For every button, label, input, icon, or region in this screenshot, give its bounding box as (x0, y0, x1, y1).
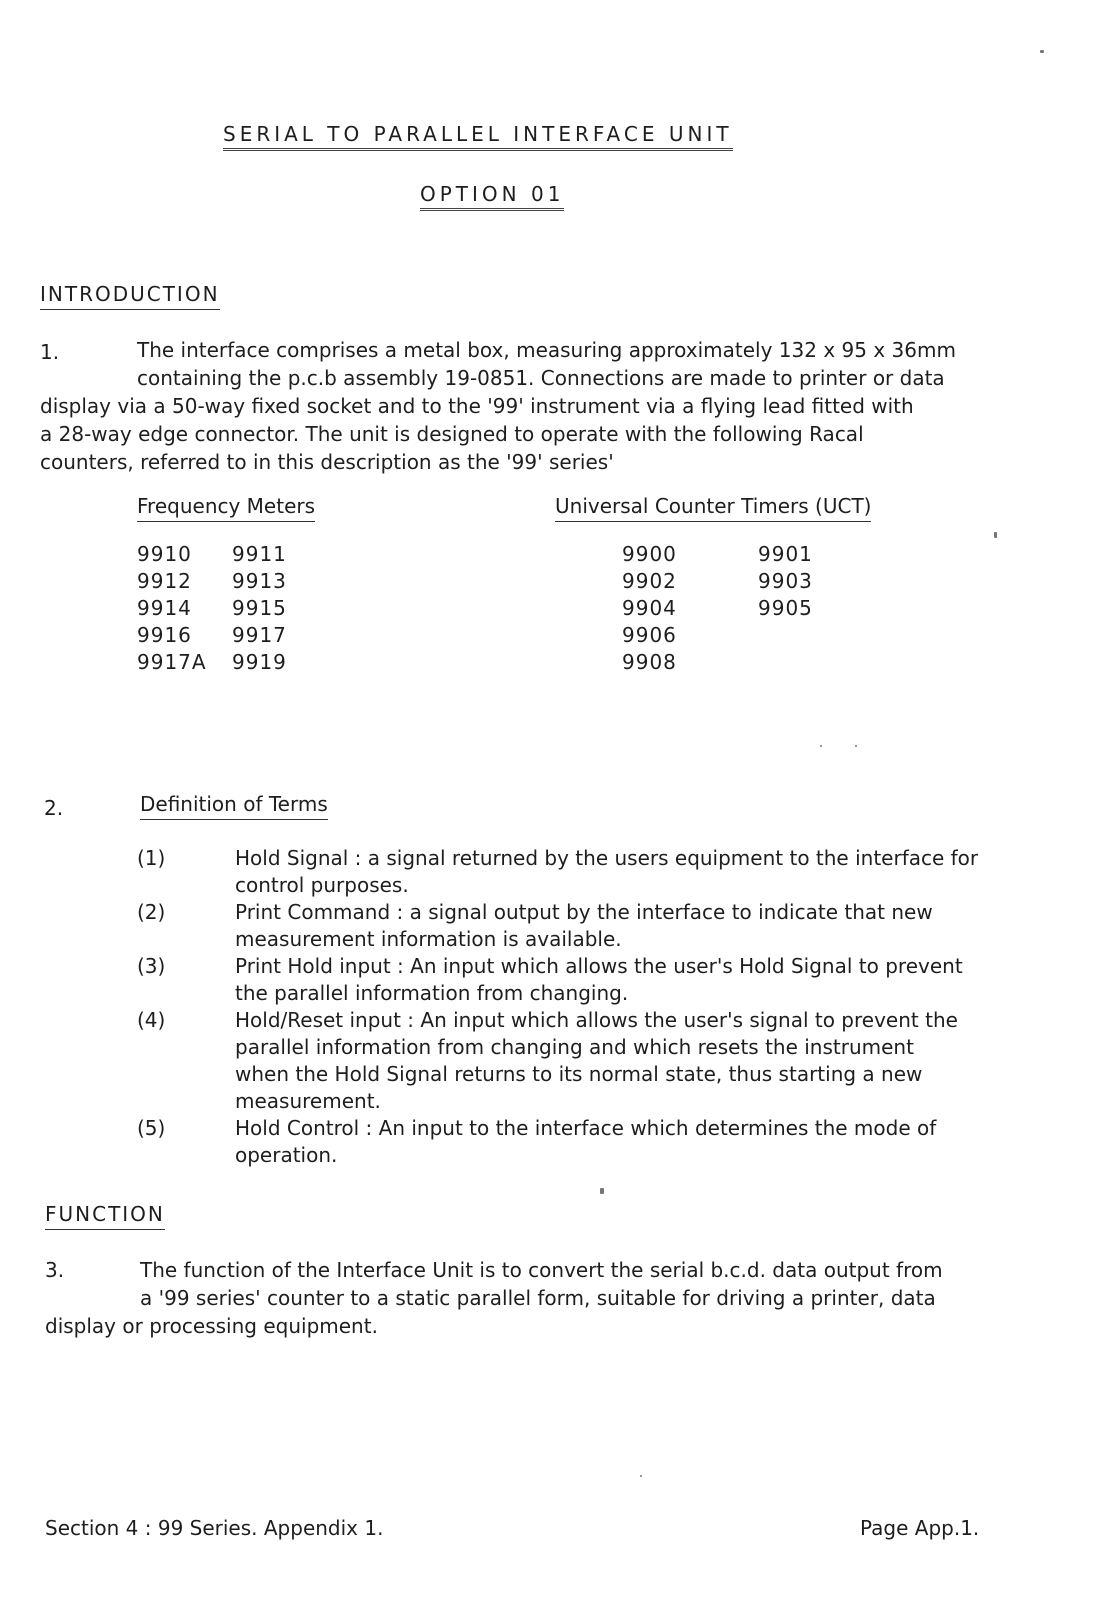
paragraph-number: 3. (45, 1258, 65, 1282)
paragraph-line: containing the p.c.b assembly 19-0851. Connections are made to printer or data (137, 366, 945, 390)
document-title: SERIAL TO PARALLEL INTERFACE UNIT (223, 120, 733, 148)
table-cell: 9916 (137, 623, 192, 647)
definition-text: Hold Signal : a signal returned by the users equipment to the interface for (235, 846, 979, 870)
scan-speck (820, 745, 822, 747)
definition-marker: (2) (137, 900, 166, 924)
table-cell: 9912 (137, 569, 192, 593)
scan-speck (994, 532, 997, 538)
table-cell: 9901 (758, 542, 813, 566)
table-cell: 9906 (622, 623, 677, 647)
definition-marker: (5) (137, 1116, 166, 1140)
footer-left: Section 4 : 99 Series. Appendix 1. (45, 1516, 384, 1540)
table-cell: 9913 (232, 569, 287, 593)
paragraph-line: The interface comprises a metal box, measuring approximately 132 x 95 x 36mm (137, 338, 956, 362)
table-cell: 9902 (622, 569, 677, 593)
definition-text: control purposes. (235, 873, 409, 897)
section-heading-introduction: INTRODUCTION (40, 280, 220, 308)
definition-marker: (1) (137, 846, 166, 870)
definition-text: when the Hold Signal returns to its normal state, thus starting a new (235, 1062, 923, 1086)
section-heading-function: FUNCTION (45, 1200, 165, 1228)
paragraph-line: The function of the Interface Unit is to convert the serial b.c.d. data output from (140, 1258, 943, 1282)
paragraph-number: 1. (40, 340, 60, 364)
table-cell: 9915 (232, 596, 287, 620)
definition-text: the parallel information from changing. (235, 981, 629, 1005)
table-cell: 9911 (232, 542, 287, 566)
definition-text: parallel information from changing and which resets the instrument (235, 1035, 914, 1059)
scan-speck (600, 1188, 604, 1194)
footer-right: Page App.1. (860, 1516, 980, 1540)
definition-text: Hold Control : An input to the interface which determines the mode of (235, 1116, 937, 1140)
table-cell: 9917 (232, 623, 287, 647)
table-cell: 9905 (758, 596, 813, 620)
table-cell: 9917A (137, 650, 207, 674)
paragraph-number: 2. (44, 796, 64, 820)
table-cell: 9910 (137, 542, 192, 566)
table-cell: 9908 (622, 650, 677, 674)
definition-text: Print Hold input : An input which allows the user's Hold Signal to prevent (235, 954, 963, 978)
scan-speck (640, 1475, 642, 1477)
uct-heading: Universal Counter Timers (UCT) (555, 492, 871, 520)
scan-speck (855, 745, 857, 747)
table-cell: 9900 (622, 542, 677, 566)
table-cell: 9904 (622, 596, 677, 620)
table-cell: 9919 (232, 650, 287, 674)
table-cell: 9914 (137, 596, 192, 620)
definitions-heading: Definition of Terms (140, 790, 328, 818)
definition-text: measurement information is available. (235, 927, 622, 951)
definition-text: operation. (235, 1143, 338, 1167)
paragraph-line: display or processing equipment. (45, 1314, 378, 1338)
document-subtitle: OPTION 01 (420, 180, 564, 208)
definition-text: Print Command : a signal output by the interface to indicate that new (235, 900, 933, 924)
paragraph-line: a 28-way edge connector. The unit is designed to operate with the following Racal (40, 422, 864, 446)
table-cell: 9903 (758, 569, 813, 593)
frequency-meters-heading: Frequency Meters (137, 492, 315, 520)
paragraph-line: display via a 50-way fixed socket and to the '99' instrument via a flying lead fitted with (40, 394, 914, 418)
paragraph-line: a '99 series' counter to a static parallel form, suitable for driving a printer, data (140, 1286, 936, 1310)
definition-text: measurement. (235, 1089, 381, 1113)
definition-marker: (3) (137, 954, 166, 978)
definition-marker: (4) (137, 1008, 166, 1032)
paragraph-line: counters, referred to in this description as the '99' series' (40, 450, 614, 474)
scan-speck (1040, 50, 1044, 53)
definition-text: Hold/Reset input : An input which allows the user's signal to prevent the (235, 1008, 958, 1032)
